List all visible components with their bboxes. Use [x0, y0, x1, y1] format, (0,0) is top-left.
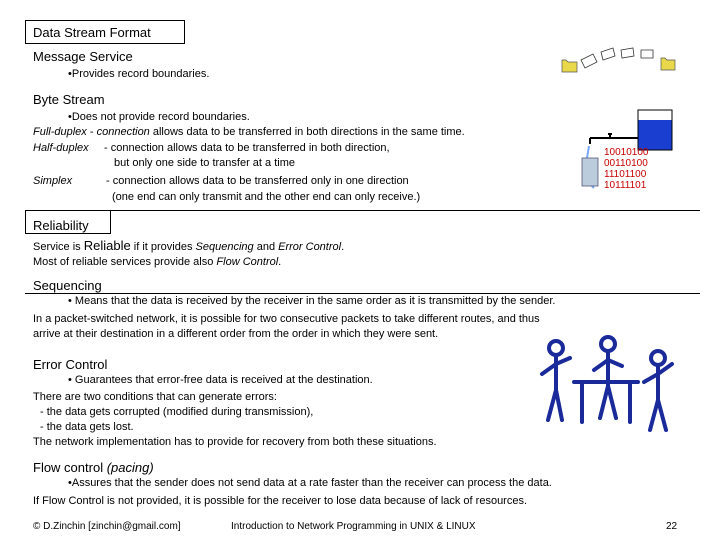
reliability-and: and: [253, 241, 279, 253]
page-number: 22: [666, 521, 678, 532]
footer-course: Introduction to Network Programming in UNIX & LINUX: [231, 521, 476, 532]
water-fill: [639, 120, 672, 150]
person-icon-3: [651, 351, 665, 365]
reliability-line1-mid: if it provides: [130, 241, 196, 253]
reliability-flow: Flow Control: [216, 256, 279, 268]
sequencing-line3: arrive at their destination in a different order from the order in which they were sent.: [33, 328, 439, 340]
binary-row-1: 10010100: [604, 147, 649, 158]
byte-stream-heading: Byte Stream: [33, 92, 105, 107]
full-duplex-conn: connection: [96, 126, 150, 138]
reliability-seq: Sequencing: [195, 241, 254, 253]
flow-control-bullet: •Assures that the sender does not send data at a rate faster than the receiver can process the data.: [68, 477, 552, 489]
sequencing-line2: In a packet-switched network, it is possible for two consecutive packets to take different routes, and thus: [33, 313, 540, 325]
envelope-icon: [581, 48, 653, 68]
flow-control-line2: If Flow Control is not provided, it is possible for the receiver to lose data because of lack of resources.: [33, 495, 528, 507]
error-control-line3: - the data gets corrupted (modified during transmission),: [40, 406, 314, 418]
simplex-text: - connection allows data to be transferred only in one direction: [106, 175, 409, 187]
half-duplex-label: Half-duplex: [33, 142, 89, 154]
sequencing-heading: Sequencing: [33, 278, 102, 293]
error-control-line5: The network implementation has to provide for recovery from both these situations.: [33, 436, 437, 448]
folder-icon-left: [562, 60, 577, 72]
reliability-box-right: [110, 210, 111, 234]
reliability-heading: Reliability: [33, 218, 89, 233]
error-control-bullet: • Guarantees that error-free data is received at the destination.: [68, 374, 373, 386]
person-icon-1: [549, 341, 563, 355]
sequencing-bullet: • Means that the data is received by the receiver in the same order as it is transmitted by the sender.: [68, 295, 556, 307]
reliability-line1: [33, 238, 344, 253]
error-control-heading: Error Control: [33, 357, 108, 372]
person-icon-2: [601, 337, 615, 351]
reliability-underline: [25, 233, 110, 234]
error-control-line2: There are two conditions that can generate errors:: [33, 391, 277, 403]
message-service-bullet: •Provides record boundaries.: [68, 68, 210, 80]
message-illustration: [557, 40, 682, 75]
divider-top: [25, 210, 700, 211]
half-duplex-text: - connection allows data to be transferred in both direction,: [104, 142, 390, 154]
flow-control-heading: [33, 460, 154, 475]
byte-stream-bullet: •Does not provide record boundaries.: [68, 111, 250, 123]
binary-row-3: 11101100: [604, 169, 647, 180]
simplex-label: Simplex: [33, 175, 73, 187]
binary-row-4: 10111101: [604, 180, 647, 191]
reliability-line1-end: .: [341, 241, 345, 253]
error-control-line4: - the data gets lost.: [40, 421, 134, 433]
reliability-line1-pre: Service is: [33, 241, 84, 253]
sequencing-underline: [25, 293, 700, 294]
reliability-reliable: Reliable: [83, 238, 131, 253]
reliability-line2-end: .: [278, 256, 282, 268]
simplex-term: [33, 175, 72, 187]
bucket: [582, 158, 598, 186]
people-illustration: [538, 330, 688, 440]
flow-control-heading-text: Flow control: [33, 460, 104, 475]
faucet-pipe: [590, 134, 638, 144]
full-duplex-term: [33, 126, 465, 138]
half-duplex-term: [33, 142, 89, 154]
folder-icon-right: [661, 58, 675, 70]
half-duplex-text2: but only one side to transfer at a time: [114, 157, 295, 169]
slide-title: Data Stream Format: [33, 25, 151, 40]
reliability-line2-pre: Most of reliable services provide also: [33, 256, 217, 268]
reliability-err: Error Control: [278, 241, 342, 253]
reliability-line2: [33, 256, 281, 268]
full-duplex-dash: -: [86, 126, 97, 138]
full-duplex-text: allows data to be transferred in both directions in the same time.: [149, 126, 465, 138]
full-duplex-label: Full-duplex: [33, 126, 87, 138]
flow-control-pacing: (pacing): [106, 460, 154, 475]
message-service-heading: Message Service: [33, 49, 133, 64]
footer-author: © D.Zinchin [zinchin@gmail.com]: [33, 521, 181, 532]
binary-row-2: 00110100: [604, 158, 648, 169]
simplex-text2: (one end can only transmit and the other end can only receive.): [112, 191, 421, 203]
divider-top-left: [25, 210, 26, 234]
